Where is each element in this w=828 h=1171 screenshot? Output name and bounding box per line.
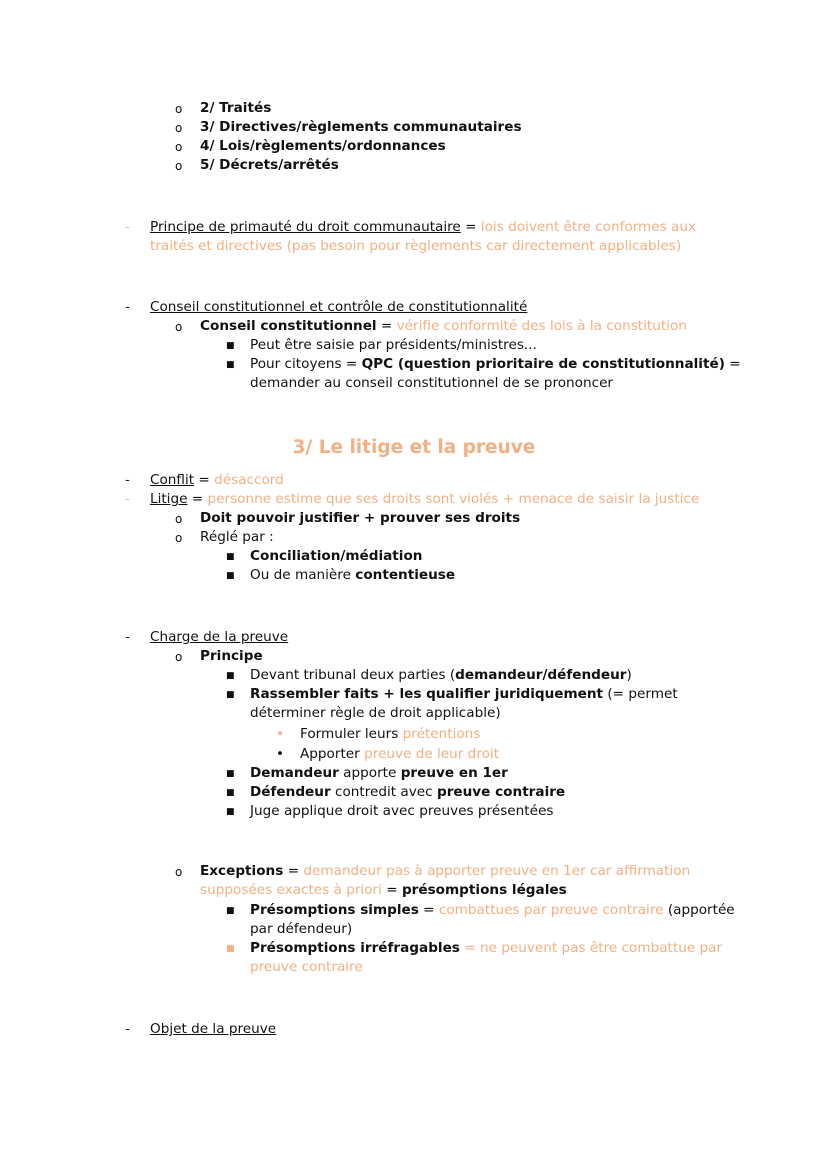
litige-sub1: Conciliation/médiation [250, 548, 423, 564]
conseil-heading: Conseil constitutionnel et contrôle de constitutionnalité [150, 299, 528, 315]
conseil-sub2-cont: demander au conseil constitutionnel de se prononcer [250, 375, 614, 391]
equals: = [460, 219, 481, 235]
litige-sub2: Ou de manière contentieuse [250, 567, 456, 583]
dot-bullet-icon: • [276, 726, 285, 742]
charge-b1: Formuler leurs prétentions [300, 726, 481, 742]
conseil-term: Conseil constitutionnel [200, 318, 377, 334]
circle-bullet-icon: o [175, 102, 183, 116]
charge-p4: Défendeur contredit avec preuve contraire [250, 784, 566, 800]
litige-item1: Doit pouvoir justifier + prouver ses droits [200, 510, 521, 526]
list-item: 2/ Traités [200, 100, 272, 116]
conseil-sub1: Peut être saisie par présidents/ministres... [250, 337, 537, 353]
litige-term: Litige [150, 491, 188, 507]
principe-label: Principe [200, 648, 263, 664]
primaute-definition-cont: traités et directives (pas besoin pour règlements car directement applicables) [150, 238, 682, 254]
litige-line: Litige = personne estime que ses droits sont violés + menace de saisir la justice [150, 491, 700, 507]
circle-bullet-icon: o [175, 121, 183, 135]
square-bullet-icon: ■ [226, 341, 235, 351]
square-bullet-icon: ■ [226, 571, 235, 581]
charge-heading: Charge de la preuve [150, 629, 289, 645]
conflit-term: Conflit [150, 472, 195, 488]
charge-p3: Demandeur apporte preuve en 1er [250, 765, 508, 781]
primaute-definition: lois doivent être conformes aux [480, 219, 697, 235]
dash-bullet-icon: - [125, 299, 130, 315]
list-item: 5/ Décrets/arrêtés [200, 157, 339, 173]
circle-bullet-icon: o [175, 865, 183, 879]
dot-bullet-icon: • [276, 746, 285, 762]
qpc-term: QPC (question prioritaire de constitutionnalité) [361, 356, 725, 372]
conseil-item [200, 317, 687, 336]
circle-bullet-icon: o [175, 650, 183, 664]
dash-bullet-icon: - [125, 629, 130, 645]
circle-bullet-icon: o [175, 512, 183, 526]
presomptions-irrefragables-cont: preuve contraire [250, 959, 363, 975]
square-bullet-icon: ■ [226, 906, 235, 916]
charge-p1: Devant tribunal deux parties (demandeur/défendeur) [250, 667, 632, 683]
square-bullet-icon: ■ [226, 671, 235, 681]
circle-bullet-icon: o [175, 320, 183, 334]
list-item: 3/ Directives/règlements communautaires [200, 119, 522, 135]
conflit-line: Conflit = désaccord [150, 472, 284, 488]
square-bullet-icon: ■ [226, 552, 235, 562]
list-item: 4/ Lois/règlements/ordonnances [200, 138, 446, 154]
circle-bullet-icon: o [175, 531, 183, 545]
exceptions-line: Exceptions = demandeur pas à apporter preuve en 1er car affirmation [200, 863, 691, 879]
presomptions-simples: Présomptions simples = combattues par preuve contraire (apportée [250, 902, 735, 918]
objet-heading: Objet de la preuve [150, 1021, 277, 1037]
primaute-term: Principe de primauté du droit communautaire [150, 219, 461, 235]
dash-bullet-icon: - [125, 1021, 130, 1037]
circle-bullet-icon: o [175, 140, 183, 154]
primaute-line [150, 218, 696, 237]
square-bullet-icon: ■ [226, 690, 235, 700]
dash-bullet-icon: - [125, 491, 130, 507]
litige-definition: personne estime que ses droits sont violés + menace de saisir la justice [207, 491, 700, 507]
presomptions-irrefragables: Présomptions irréfragables = ne peuvent pas être combattue par [250, 940, 723, 956]
litige-item2: Réglé par : [200, 529, 274, 545]
conseil-sub2: Pour citoyens = QPC (question prioritaire de constitutionnalité) = [250, 356, 741, 372]
dash-bullet-icon: - [125, 219, 130, 235]
square-bullet-icon: ■ [226, 360, 235, 370]
square-bullet-icon: ■ [226, 788, 235, 798]
exceptions-term: Exceptions [200, 863, 284, 879]
charge-p2: Rassembler faits + les qualifier juridiquement (= permet [250, 686, 678, 702]
charge-p5: Juge applique droit avec preuves présentées [250, 803, 554, 819]
conseil-definition: vérifie conformité des lois à la constitution [396, 318, 687, 334]
square-bullet-icon: ■ [226, 944, 235, 954]
square-bullet-icon: ■ [226, 807, 235, 817]
exceptions-line-cont: supposées exactes à priori = présomptions légales [200, 882, 567, 898]
conflit-definition: désaccord [214, 472, 284, 488]
equals: = [376, 318, 397, 334]
dash-bullet-icon: - [125, 472, 130, 488]
section-title: 3/ Le litige et la preuve [292, 437, 536, 458]
presomptions-simples-cont: par défendeur) [250, 921, 353, 937]
charge-b2: Apporter preuve de leur droit [300, 746, 500, 762]
charge-p2-cont: déterminer règle de droit applicable) [250, 705, 501, 721]
square-bullet-icon: ■ [226, 769, 235, 779]
circle-bullet-icon: o [175, 159, 183, 173]
